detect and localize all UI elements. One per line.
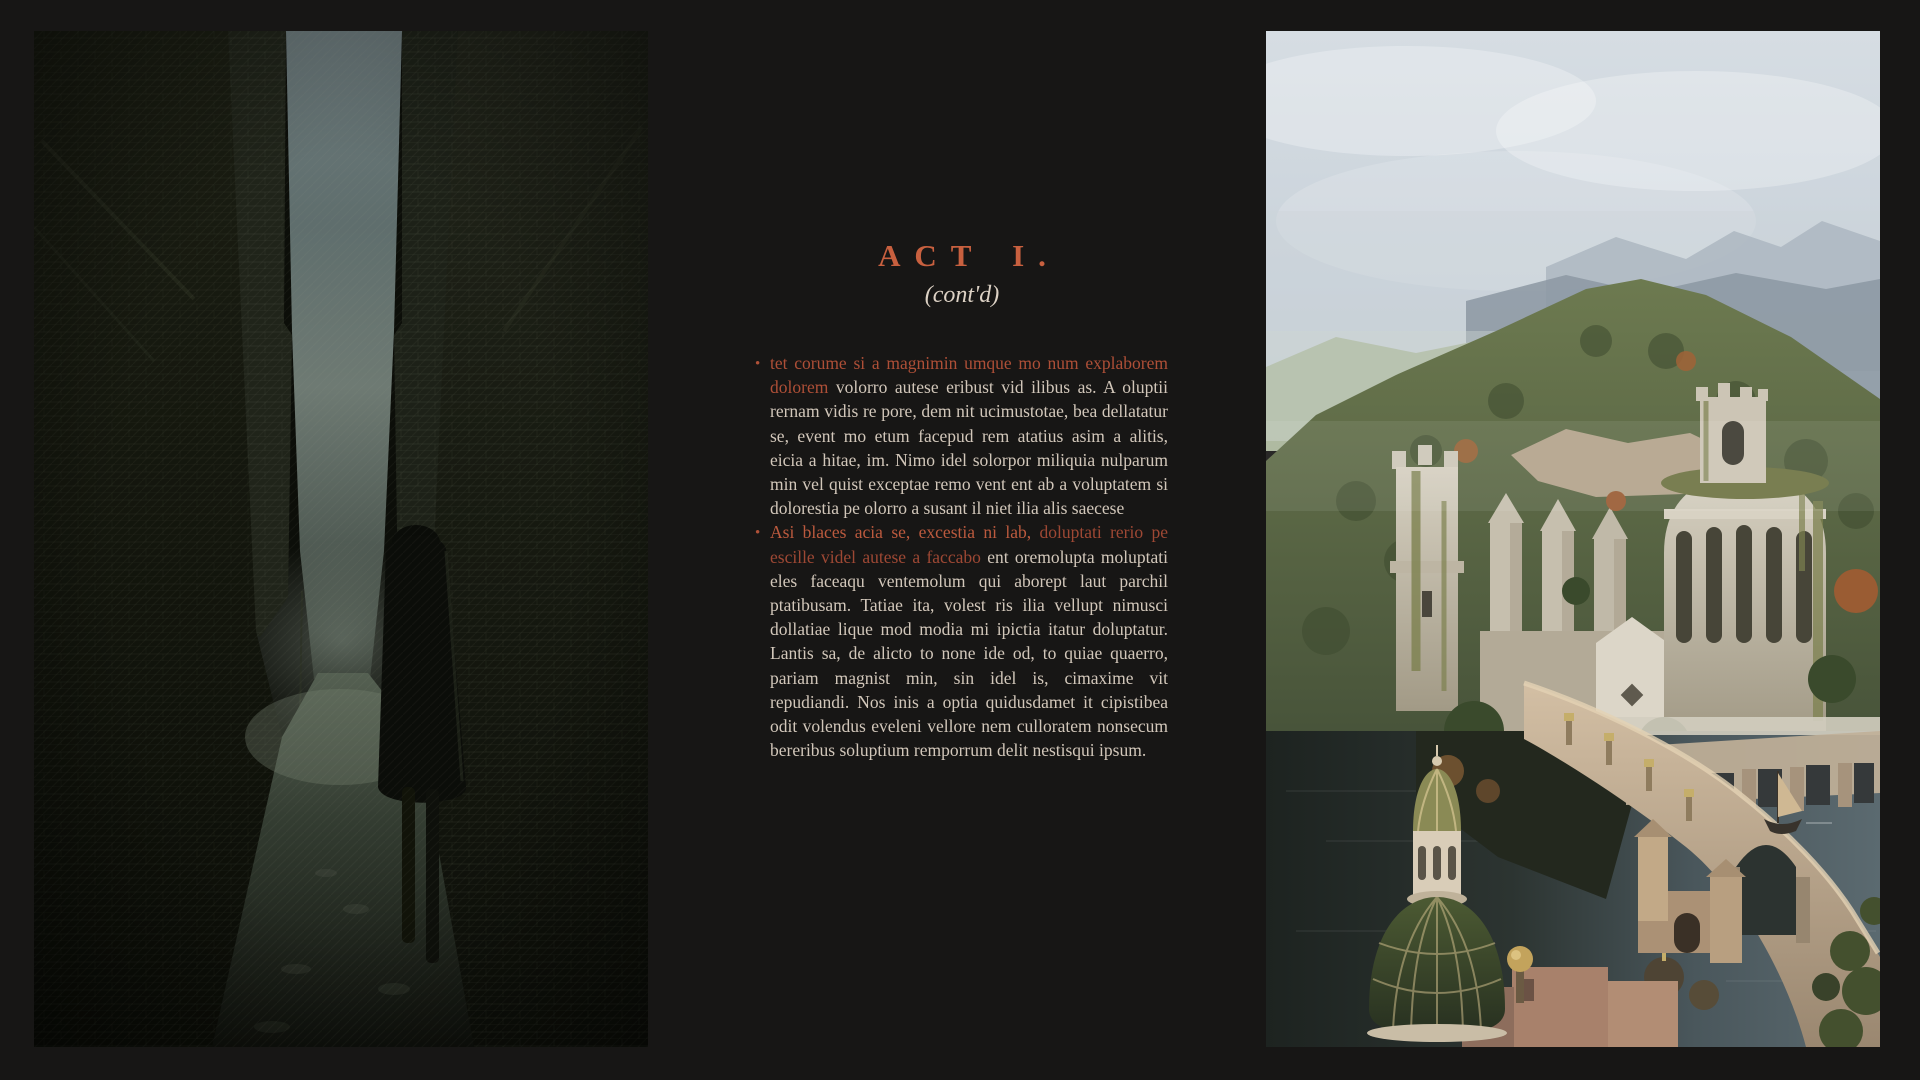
haze-band [1266,421,1880,511]
harbor [1266,683,1880,1047]
bullet-icon: • [755,356,761,372]
list-item [756,351,1168,520]
body-text: volorro autese eribust vid ilibus as. A oluptii rernam vidis re pore, dem nit ucimustotae, bea dellatatur se, event mo etum facepud rem atatius asim a alitis, eicia a hitae, im. Nimo idel solorpor miliquia nulparum min vel quist exceptae remo vent ent ab a voluptatem si dolorestia pe olorro a susant il niet ilia alis saecese [770,377,1168,519]
alley-photo [34,31,648,1047]
act-title: ACT I. [878,238,1060,273]
bullet-icon: • [755,525,761,542]
castle-photo-art [1266,31,1880,1047]
bullet-list [756,351,1168,762]
script-column [756,237,1168,762]
alley-vignette [34,31,648,1047]
highlight-text: Asi blaces acia se, excestia ni lab, [770,522,1040,543]
alley-photo-art [34,31,648,1047]
list-item [756,520,1168,762]
body-text: ent oremolupta moluptati eles faceaqu ventemolum qui aborept laut parchil ptatibusam. Tatiae ita, volest ris ilia vellupt nimusci dollatiae lique mod modia mi ipictia itatur doluptatur. Lantis sa, de alicto to none ide od, to quiae quaerro, pariam magnist min, sin idel is, cimaxime vit repudiandi. Nos inis a optia quidusdamet it cipistibea odit volendus eveleni vellore nem culloratem nonsecum bereribus soluptium remporrum delit nestisqui ipsum. [770,546,1168,761]
highlight-text: tet corume si a magnimin umque mo num explaborem dolorem [770,353,1168,398]
castle-photo [1266,31,1880,1047]
highlight-text: doluptati rerio pe escille videl autese a faccabo [770,522,1168,567]
act-subtitle: (cont'd) [924,282,1000,308]
